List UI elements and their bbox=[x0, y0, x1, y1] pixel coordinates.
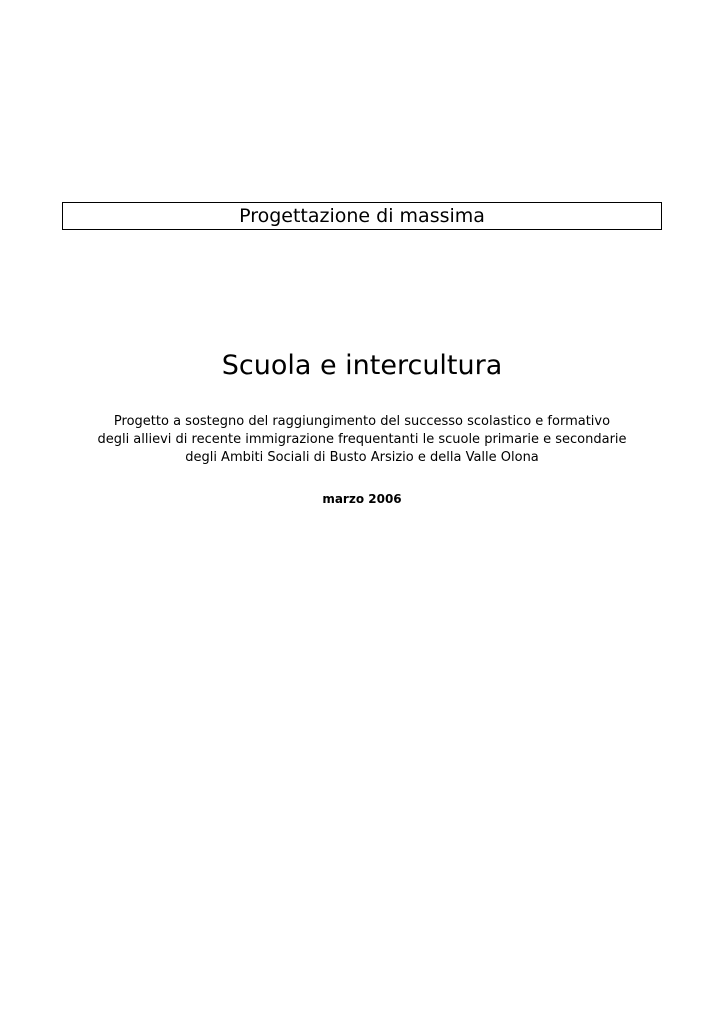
header-box-title: Progettazione di massima bbox=[62, 202, 662, 230]
subtitle-line-3: degli Ambiti Sociali di Busto Arsizio e della Valle Olona bbox=[185, 450, 539, 465]
subtitle-block bbox=[60, 413, 664, 467]
document-date: marzo 2006 bbox=[322, 492, 402, 506]
subtitle-line-1: Progetto a sostegno del raggiungimento del successo scolastico e formativo bbox=[113, 414, 611, 429]
subtitle-line-2: degli allievi di recente immigrazione frequentanti le scuole primarie e secondarie bbox=[97, 432, 627, 447]
main-title: Scuola e intercultura bbox=[221, 350, 503, 381]
